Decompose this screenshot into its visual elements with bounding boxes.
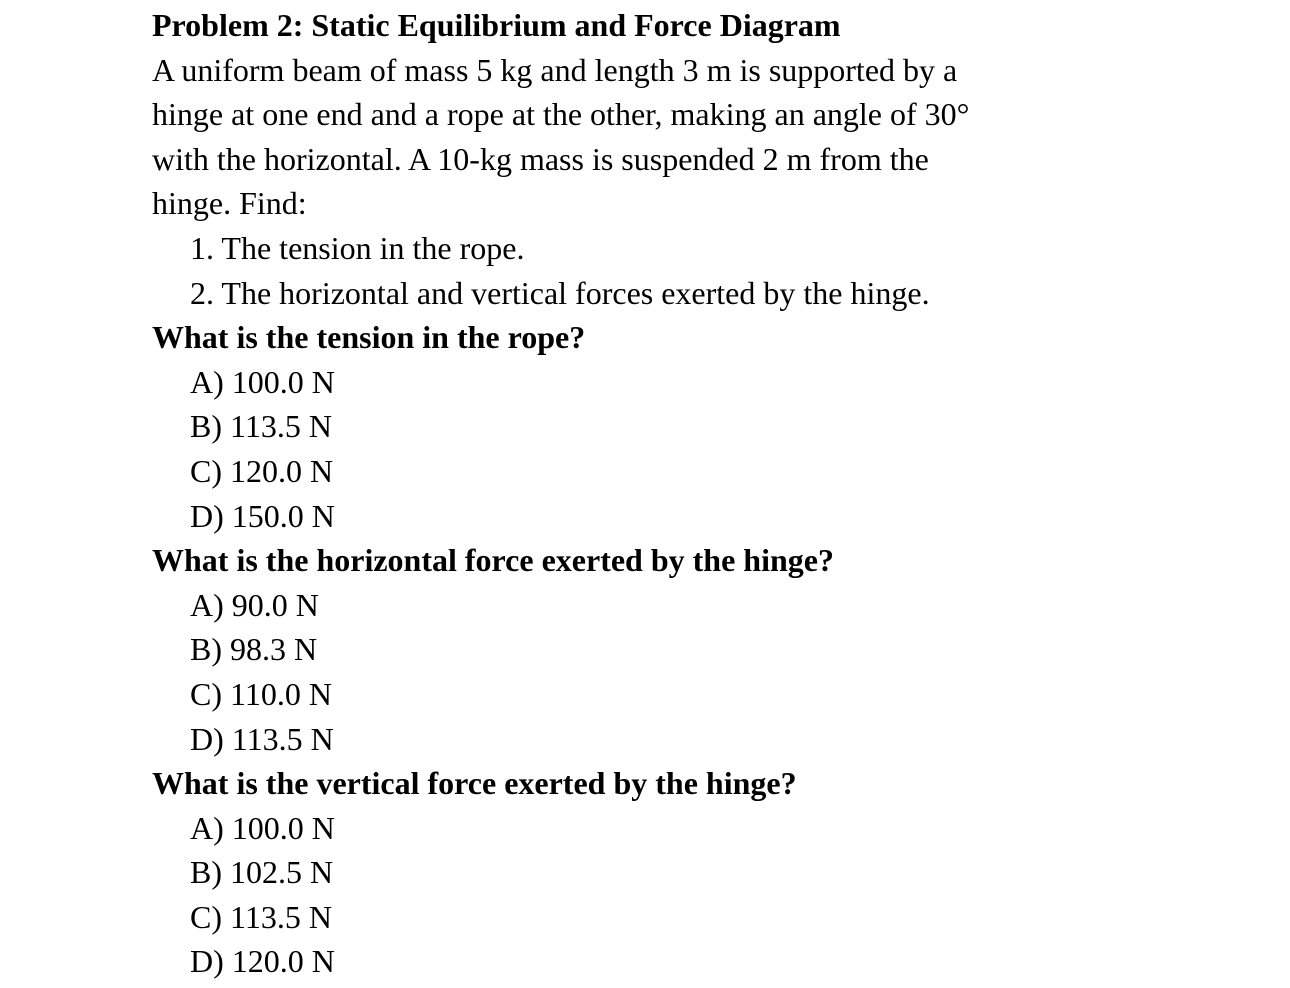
question-1-option-a-value: 100.0 N xyxy=(231,363,335,400)
problem-description-line-2: hinge at one end and a rope at the other, making an angle of 30° xyxy=(152,96,970,133)
question-3-option-d-label: D) xyxy=(190,943,224,980)
question-2-option-a xyxy=(152,583,1250,628)
question-1-prompt: What is the tension in the rope? xyxy=(152,319,586,356)
question-1-option-d xyxy=(152,494,1250,539)
question-3-option-c-value: 113.5 N xyxy=(230,898,332,935)
question-2-option-b-value: 98.3 N xyxy=(230,631,318,668)
question-1-option-b xyxy=(152,404,1250,449)
find-item-1-number: 1. xyxy=(190,229,214,266)
question-2-option-b xyxy=(152,627,1250,672)
question-2-prompt: What is the horizontal force exerted by the hinge? xyxy=(152,542,834,579)
question-2-option-d-label: D) xyxy=(190,720,224,757)
question-3-prompt: What is the vertical force exerted by the hinge? xyxy=(152,765,797,802)
question-2-option-d-value: 113.5 N xyxy=(231,720,334,757)
question-2-option-b-label: B) xyxy=(190,631,222,668)
question-1-option-d-value: 150.0 N xyxy=(231,497,335,534)
question-2-option-a-value: 90.0 N xyxy=(231,586,319,623)
question-3-option-b-label: B) xyxy=(190,854,222,891)
question-2-option-c xyxy=(152,672,1250,717)
question-3-option-a-label: A) xyxy=(190,809,224,846)
question-3-option-b-value: 102.5 N xyxy=(230,854,334,891)
problem-description-line-1: A uniform beam of mass 5 kg and length 3 m is supported by a xyxy=(152,51,958,88)
question-1-option-c xyxy=(152,449,1250,494)
problem-description-line-3: with the horizontal. A 10-kg mass is suspended 2 m from the xyxy=(152,140,929,177)
find-list-item-1 xyxy=(152,226,1250,271)
problem-description-line-4: hinge. Find: xyxy=(152,185,307,222)
find-item-1-text: The tension in the rope. xyxy=(221,229,525,266)
find-item-2-number: 2. xyxy=(190,274,214,311)
question-2-option-d xyxy=(152,717,1250,762)
find-item-2-text: The horizontal and vertical forces exerted by the hinge. xyxy=(221,274,930,311)
question-3-option-a-value: 100.0 N xyxy=(231,809,335,846)
question-1-option-a xyxy=(152,360,1250,405)
question-1-option-d-label: D) xyxy=(190,497,224,534)
question-1-option-b-label: B) xyxy=(190,408,222,445)
question-1-option-c-value: 120.0 N xyxy=(230,452,334,489)
problem-title: Problem 2: Static Equilibrium and Force Diagram xyxy=(152,7,841,43)
question-3-option-b xyxy=(152,850,1250,895)
question-3-option-a xyxy=(152,806,1250,851)
question-2-option-c-value: 110.0 N xyxy=(230,675,332,712)
question-1-option-a-label: A) xyxy=(190,363,224,400)
question-3-option-d xyxy=(152,939,1250,984)
question-3-option-d-value: 120.0 N xyxy=(231,943,335,980)
question-1-option-b-value: 113.5 N xyxy=(230,408,332,445)
find-list-item-2 xyxy=(152,271,1250,316)
question-2-option-c-label: C) xyxy=(190,675,222,712)
question-1-option-c-label: C) xyxy=(190,452,222,489)
question-3-option-c-label: C) xyxy=(190,898,222,935)
question-2-option-a-label: A) xyxy=(190,586,224,623)
question-3-option-c xyxy=(152,895,1250,940)
